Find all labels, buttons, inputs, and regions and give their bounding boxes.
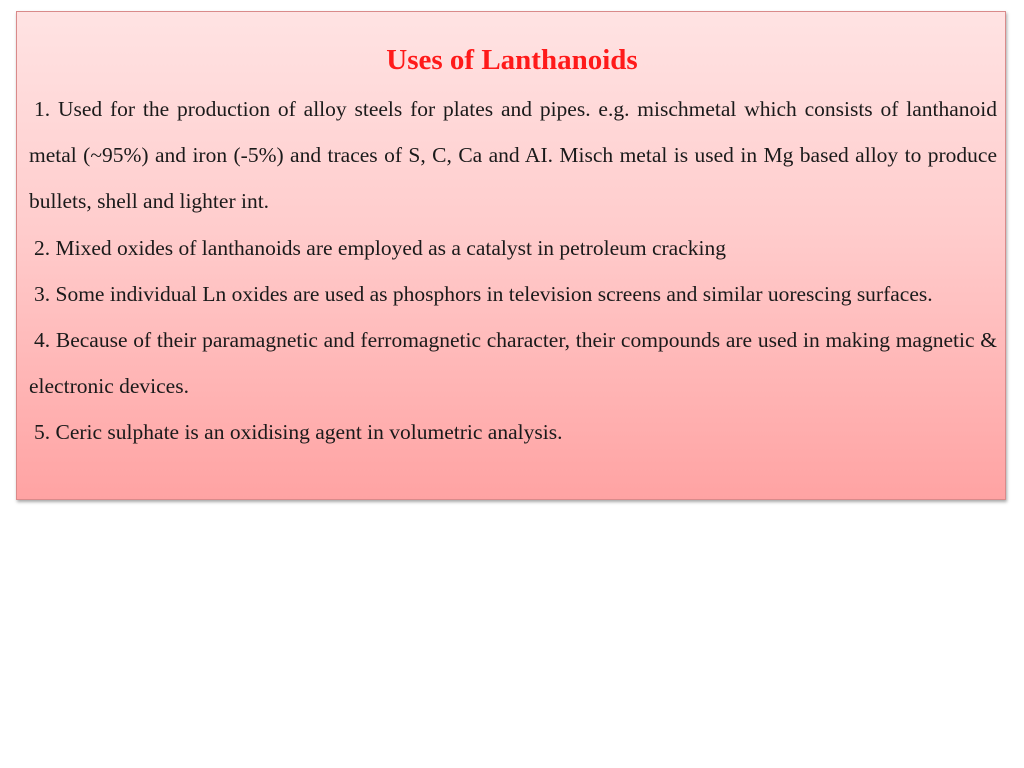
slide-title: Uses of Lanthanoids: [386, 44, 638, 76]
list-item-1: 1. Used for the production of alloy steels for plates and pipes. e.g. mischmetal which consists of lanthanoid metal (~95%) and iron (-5%) and traces of S, C, Ca and AI. Misch metal is used in Mg based alloy to produce bullets, shell and lighter int.: [29, 97, 997, 214]
uses-list: [29, 86, 997, 456]
list-item-4: 4. Because of their paramagnetic and ferromagnetic character, their compounds are used in making magnetic & electronic devices.: [29, 328, 997, 399]
list-item-5: 5. Ceric sulphate is an oxidising agent in volumetric analysis.: [34, 420, 563, 445]
list-item-2: 2. Mixed oxides of lanthanoids are employed as a catalyst in petroleum cracking: [34, 235, 726, 260]
list-item-3: 3. Some individual Ln oxides are used as phosphors in television screens and similar uorescing surfaces.: [34, 281, 933, 306]
content-box: [16, 11, 1006, 500]
